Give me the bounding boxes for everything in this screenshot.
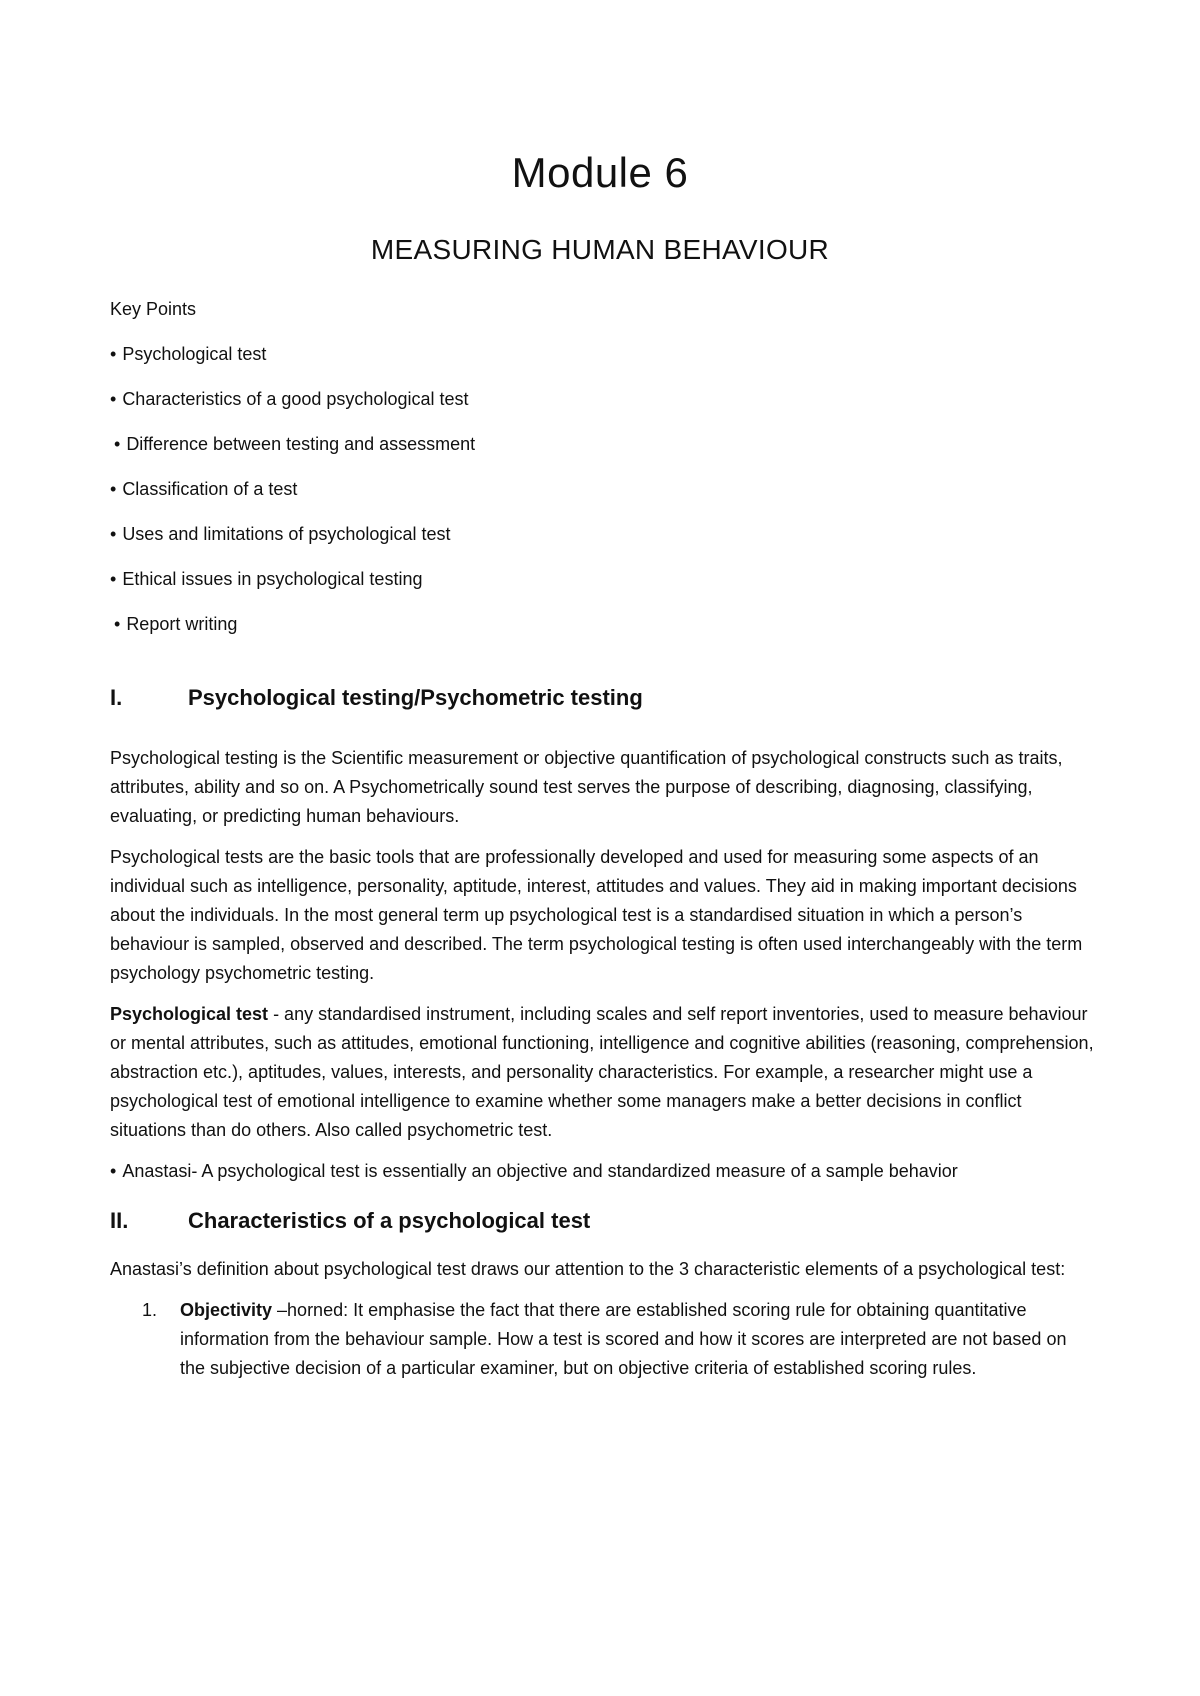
bullet-icon: • <box>110 479 117 499</box>
bullet-icon: • <box>110 569 117 589</box>
bullet-icon: • <box>114 434 121 454</box>
key-points-list <box>110 340 1095 639</box>
bullet-icon: • <box>110 389 117 409</box>
list-item-text: Report writing <box>126 614 238 634</box>
term: Objectivity <box>180 1300 273 1320</box>
paragraph <box>110 1000 1095 1145</box>
item-text: –horned: It emphasise the fact that there are established scoring rule for obtaining quantitative information from the behaviour sample. How a test is scored and how it scores are interpreted are not based on the subjective decision of a particular examiner, but on objective criteria of established scoring rules. <box>180 1300 1067 1378</box>
list-item <box>110 340 1095 369</box>
paragraph <box>110 1157 1095 1186</box>
paragraph: Anastasi’s definition about psychological test draws our attention to the 3 characteristic elements of a psychological test: <box>110 1259 1066 1279</box>
bullet-icon: • <box>114 614 121 634</box>
section-title: Psychological testing/Psychometric testing <box>188 685 643 710</box>
section-number: II. <box>110 1208 129 1233</box>
item-body <box>180 1296 1095 1383</box>
list-item <box>110 385 1095 414</box>
list-item-text: Psychological test <box>122 344 267 364</box>
bullet-icon: • <box>110 1161 117 1181</box>
bullet-icon: • <box>110 344 117 364</box>
paragraph: Psychological tests are the basic tools that are professionally developed and used for measuring some aspects of an individual such as intelligence, personality, aptitude, interest, attitudes and values. They aid in making important decisions about the individuals. In the most general term up psychological test is a standardised situation in which a person’s behaviour is sampled, observed and described. The term psychological testing is often used interchangeably with the term psychology psychometric testing. <box>110 847 1083 983</box>
list-item <box>110 565 1095 594</box>
list-item-text: Classification of a test <box>122 479 298 499</box>
numbered-item <box>110 1296 1095 1383</box>
list-item <box>110 520 1095 549</box>
section-number: I. <box>110 685 123 710</box>
section-title: Characteristics of a psychological test <box>188 1208 591 1233</box>
page-title: Module 6 <box>511 149 689 196</box>
list-item <box>110 610 1095 639</box>
page-subtitle: MEASURING HUMAN BEHAVIOUR <box>370 234 830 265</box>
key-points-label: Key Points <box>110 299 197 319</box>
list-item-text: Characteristics of a good psychological test <box>122 389 469 409</box>
paragraph-text: Anastasi- A psychological test is essentially an objective and standardized measure of a sample behavior <box>122 1161 958 1181</box>
list-item <box>110 430 1095 459</box>
list-item <box>110 475 1095 504</box>
list-item-text: Difference between testing and assessment <box>126 434 476 454</box>
paragraph: Psychological testing is the Scientific measurement or objective quantification of psychological constructs such as traits, attributes, ability and so on. A Psychometrically sound test serves the purpose of describing, diagnosing, classifying, evaluating, or predicting human behaviours. <box>110 748 1063 826</box>
list-item-text: Uses and limitations of psychological test <box>122 524 451 544</box>
term: Psychological test <box>110 1004 269 1024</box>
section-heading <box>110 683 1095 712</box>
section-heading <box>110 1206 1095 1235</box>
list-item-text: Ethical issues in psychological testing <box>122 569 423 589</box>
paragraph-text: - any standardised instrument, including scales and self report inventories, used to measure behaviour or mental attributes, such as attitudes, emotional functioning, intelligence and cognitive abilities (reasoning, comprehension, abstraction etc.), aptitudes, values, interests, and personality characteristics. For example, a researcher might use a psychological test of emotional intelligence to examine whether some managers make a better decisions in conflict situations than do others. Also called psychometric test. <box>110 1004 1094 1140</box>
bullet-icon: • <box>110 524 117 544</box>
item-number: 1. <box>142 1300 158 1320</box>
document-body <box>110 295 1095 1383</box>
